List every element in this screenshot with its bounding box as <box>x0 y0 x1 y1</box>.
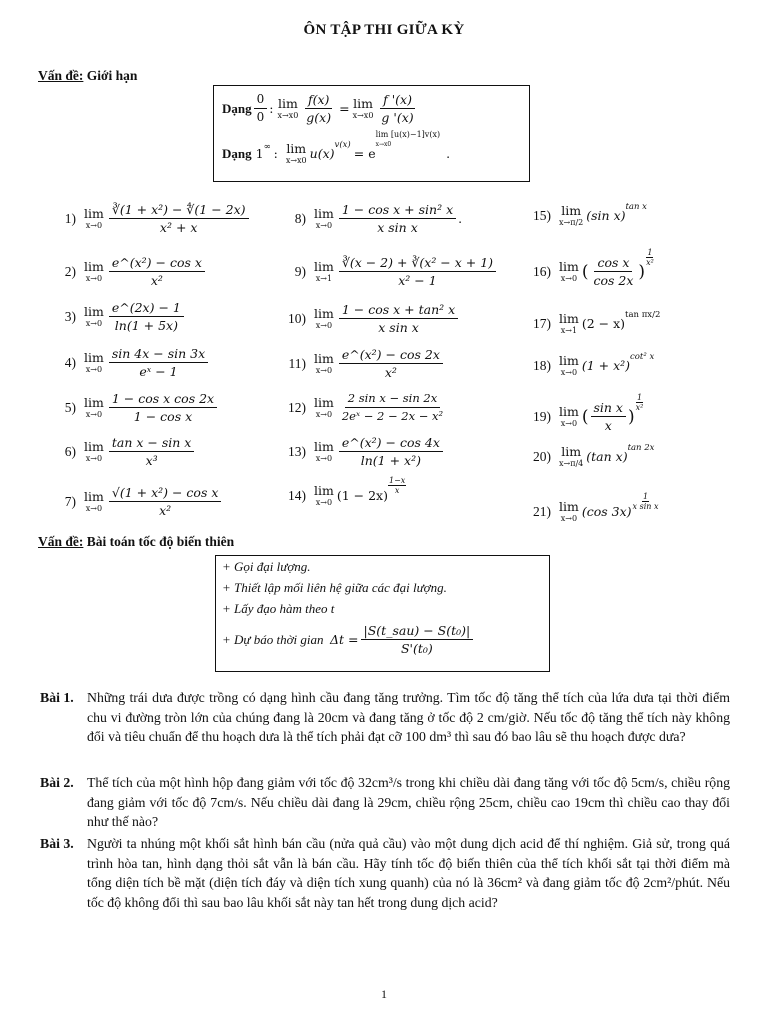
lim-operator: lim x→0 <box>84 439 104 463</box>
frac-num: e^(x²) − cos 2x <box>339 347 443 364</box>
problem-fraction <box>339 202 456 235</box>
exp-num: 1 <box>636 393 643 402</box>
frac-den: ln(1 + 5x) <box>114 318 178 333</box>
section-rates-prefix: Vấn đề: <box>38 534 84 549</box>
form-label: Dạng <box>222 145 252 161</box>
problem-base: (cos 3x) <box>581 504 632 519</box>
lim-operator: lim x→0 <box>314 395 334 419</box>
frac-num: 1 − cos x cos 2x <box>109 391 217 408</box>
lim-operator: lim x→0 <box>559 353 579 377</box>
problem-base: (tan x) <box>586 449 628 464</box>
frac-num: ∛(1 + x²) − ∜(1 − 2x) <box>109 202 249 219</box>
exp-num: 1 <box>647 248 653 257</box>
lim-operator: lim x→0 <box>559 404 579 428</box>
exercise-1 <box>40 688 730 747</box>
lim-operator: lim x→0 <box>314 439 334 463</box>
problem-number: 4) <box>64 354 76 370</box>
base-u: u(x) <box>309 146 335 161</box>
frac-num: cos x <box>594 255 632 272</box>
problem-fraction <box>339 435 443 468</box>
frac-den: 1 − cos x <box>133 409 193 424</box>
problem-9 <box>270 255 498 288</box>
frac-num: 1 − cos x + sin² x <box>339 202 456 219</box>
problem-17 <box>515 309 661 335</box>
form-one: 1 <box>255 146 264 161</box>
problem-exponent <box>645 248 655 267</box>
problem-fraction <box>339 255 496 288</box>
problem-exponent: tan πx/2 <box>625 309 661 320</box>
fg-derivative-fraction <box>378 92 416 125</box>
lim-operator: lim x→π/2 <box>559 203 584 227</box>
problem-number: 5) <box>64 399 76 415</box>
problem-18 <box>515 351 655 377</box>
exercise-text: Thể tích của một hình hộp đang giảm với tốc độ 32cm³/s trong khi chiều dài đang tăng với tốc độ 5cm/s, chiều rộng đang giảm với tốc độ 7cm/s. Nếu chiều dài đang là 29cm, chiều rộng 25cm, chiều cao 19cm thì chiều cao thay đổi như thế nào? <box>87 775 730 829</box>
lim-sub: x→1 <box>315 274 333 283</box>
frac-num: f '(x) <box>380 92 415 109</box>
lim-operator: lim x→x0 <box>277 96 299 120</box>
lim-sub: x→0 <box>85 454 103 463</box>
problem-number: 2) <box>64 263 76 279</box>
problem-exponent <box>632 492 660 511</box>
problem-21 <box>515 492 659 523</box>
problem-fraction <box>339 347 443 380</box>
frac-num: e^(2x) − 1 <box>109 300 184 317</box>
lim-operator: lim x→0 <box>314 351 334 375</box>
lim-sub: x→0 <box>85 504 103 513</box>
problem-fraction <box>109 435 194 468</box>
frac-den: ln(1 + x²) <box>360 453 421 468</box>
problem-number: 19) <box>533 408 551 424</box>
form-zero-over-zero: Dạng $\frac{0}{0}$ : lim x→x0 $\frac{f(x)}{g(x)}$ = lim x→x0 $\frac{f '(x)}{g '(x)}$ <box>222 92 419 125</box>
exercise-text: Những trái dưa được trồng có dạng hình cầu đang tăng trưởng. Tìm tốc độ tăng thể tích của lứa dưa tại thời điểm chu vi đường tròn lớn của chúng đang là 20cm và đang tăng ở tốc độ 2 cm/giờ. Nếu tốc độ tăng thể tích này không đổi và tiêu chuẩn để thu hoạch dưa là thể tích phải đạt cỡ 100 dm³ thì sau đó bao lâu sẽ thu hoạch được dưa? <box>87 690 730 744</box>
page-title: ÔN TẬP THI GIỮA KỲ <box>303 22 465 38</box>
problem-fraction <box>109 255 205 288</box>
lim-operator: lim x→0 <box>314 483 334 507</box>
frac-num: e^(x²) − cos 4x <box>339 435 443 452</box>
problem-number: 20) <box>533 448 551 464</box>
problem-number: 1) <box>64 210 76 226</box>
lim-sub: x→0 <box>315 410 333 419</box>
colon: : <box>269 101 274 116</box>
exp-den: x sin x <box>632 502 659 511</box>
delta-t-fraction <box>361 623 474 656</box>
form-one-pow-inf: Dạng 1 ∞ : lim x→x0 u(x) v(x) = e lim [u(x)−1]v(x) x→x0 . <box>222 130 451 165</box>
frac-den: x sin x <box>378 320 419 335</box>
frac-num: f(x) <box>305 92 332 109</box>
exp-num: 1 <box>642 492 649 501</box>
frac-num: 1 − cos x + tan² x <box>339 302 458 319</box>
frac-den: g '(x) <box>381 110 414 125</box>
problem-10 <box>270 302 460 335</box>
frac-num: 0 <box>254 92 268 109</box>
problem-number: 6) <box>64 443 76 459</box>
lim-operator: lim x→0 <box>84 259 104 283</box>
problem-number: 11) <box>288 355 306 371</box>
lim-sub: x→0 <box>560 368 578 377</box>
problem-fraction <box>109 485 222 518</box>
problem-19: 19) lim x→0 ( $\frac{\text{sin x}}{x}$ ) $\frac{1}{\text{x²}}$ <box>515 400 644 433</box>
problem-base: (1 − 2x) <box>336 488 388 503</box>
problem-fraction <box>109 202 249 235</box>
problem-4 <box>40 346 210 379</box>
lim-sub: x→0 <box>315 221 333 230</box>
problem-fraction <box>339 391 446 424</box>
eq-e: = e <box>353 146 376 161</box>
problem-6 <box>40 435 196 468</box>
limit-forms-box <box>213 85 530 182</box>
method-step-3: + Lấy đạo hàm theo t <box>222 601 335 616</box>
lim-sub: x→0 <box>560 514 578 523</box>
method-step-4-text: + Dự báo thời gian <box>222 631 324 647</box>
problem-exponent: cot² x <box>630 351 655 362</box>
frac-den: x <box>604 418 612 433</box>
problem-2 <box>40 255 207 288</box>
lim-operator: lim x→0 <box>314 206 334 230</box>
frac-den: g(x) <box>306 110 332 125</box>
exp-den: x² <box>635 403 644 412</box>
lim-operator: lim x→1 <box>314 259 334 283</box>
fg-fraction <box>303 92 334 125</box>
lim-sub: x→0 <box>85 365 103 374</box>
lim-operator: lim x→π/4 <box>559 444 584 468</box>
lim-sub: x→0 <box>315 321 333 330</box>
frac-den: x² <box>159 503 172 518</box>
method-step-4 <box>222 623 475 656</box>
lim-operator: lim x→0 <box>84 304 104 328</box>
problem-1 <box>40 202 251 235</box>
problem-fraction <box>339 302 458 335</box>
problem-fraction <box>109 300 184 333</box>
problem-number: 21) <box>533 503 551 519</box>
frac-den: x² + x <box>159 220 198 235</box>
problem-exponent <box>635 393 645 412</box>
problem-fraction <box>109 346 208 379</box>
lim-sub: x→π/2 <box>559 218 584 227</box>
frac-num: |S(t_sau) − S(t₀)| <box>361 623 474 640</box>
exp-num: 1−x <box>389 476 406 485</box>
e-exponent <box>376 130 440 149</box>
frac-den: eˣ − 1 <box>139 364 178 379</box>
problem-number: 12) <box>288 399 306 415</box>
exercise-2 <box>40 773 730 832</box>
problem-base: (sin x) <box>586 208 626 223</box>
lim-sub: x→0 <box>560 274 578 283</box>
section-limits-label: Giới hạn <box>86 68 138 83</box>
lim-sub: x→0 <box>85 221 103 230</box>
problem-exponent <box>388 476 406 495</box>
problem-exponent: tan 2x <box>627 442 655 453</box>
problem-5 <box>40 391 219 424</box>
frac-den: x² <box>150 273 163 288</box>
problem-12 <box>270 391 448 424</box>
problem-number: 15) <box>533 207 551 223</box>
problem-base: (2 − x) <box>581 316 626 331</box>
problem-15 <box>515 201 647 227</box>
frac-den: x³ <box>145 453 158 468</box>
lim-sub: x→x0 <box>277 111 299 120</box>
delta-t: Δt = <box>330 632 359 647</box>
problem-fraction <box>591 255 637 288</box>
lim-operator: lim x→x0 <box>285 141 307 165</box>
lim-operator: lim x→0 <box>84 395 104 419</box>
problem-number: 14) <box>288 487 306 503</box>
trailing-period: . <box>458 211 463 226</box>
frac-den: x sin x <box>377 220 418 235</box>
problem-13 <box>270 435 445 468</box>
lim-operator: lim x→0 <box>84 489 104 513</box>
lim-operator: lim x→0 <box>559 259 579 283</box>
problem-number: 13) <box>288 443 306 459</box>
problem-number: 18) <box>533 357 551 373</box>
method-step-2: + Thiết lập mối liên hệ giữa các đại lượng. <box>222 580 447 595</box>
frac-num: e^(x²) − cos x <box>109 255 205 272</box>
lim-sub: x→0 <box>85 410 103 419</box>
lim-sub: x→0 <box>560 419 578 428</box>
problem-16: 16) lim x→0 ( $\frac{\text{cos x}}{\cos 2x}$ ) $\frac{1}{\text{x²}}$ <box>515 255 655 288</box>
problem-number: 10) <box>288 310 306 326</box>
colon: : <box>273 146 278 161</box>
e-exp-text: lim [u(x)−1]v(x) <box>375 130 441 139</box>
exercise-label: Bài 1. <box>40 690 74 705</box>
problem-fraction <box>591 400 627 433</box>
exp-den: x² <box>646 258 654 267</box>
exercise-3 <box>40 834 730 912</box>
problem-20 <box>515 442 655 468</box>
problem-8 <box>270 202 462 235</box>
exp-v: v(x) <box>334 139 351 150</box>
form-inf: ∞ <box>263 141 271 152</box>
problem-number: 16) <box>533 263 551 279</box>
lim-operator: lim x→0 <box>84 206 104 230</box>
page-number: 1 <box>381 987 387 1001</box>
frac-num: sin x <box>591 400 627 417</box>
section-limits-prefix: Vấn đề: <box>38 68 84 83</box>
problem-7 <box>40 485 223 518</box>
exercise-text: Người ta nhúng một khối sắt hình bán cầu (nửa quả cầu) vào một dung dịch acid để thí nghiệm. Giả sử, trong quá trình hòa tan, hình dạng thỏi sắt vẫn là bán cầu. Hãy tính tốc độ biến thiên của thể tích khối sắt tại thời điểm mà tổng diện tích bề mặt (diện tích đáy và diện tích xung quanh) của nó là 36cm² và đang giảm tốc độ 2cm²/phút. Nếu tốc độ không đổi thì sau bao lâu khối sắt này tan hết trong dung dịch acid? <box>87 836 730 910</box>
frac-num: tan x − sin x <box>109 435 194 452</box>
section-limits <box>38 68 137 84</box>
frac-num: 2 sin x − sin 2x <box>345 391 441 408</box>
form-label: Dạng <box>222 100 252 116</box>
frac-den: 2eˣ − 2 − 2x − x² <box>341 409 444 423</box>
lim-operator: lim x→x0 <box>352 96 374 120</box>
problem-number: 8) <box>294 210 306 226</box>
lim-sub: x→x0 <box>352 111 374 120</box>
method-box <box>215 555 550 672</box>
problem-base: (1 + x²) <box>581 358 631 373</box>
frac-den: S'(t₀) <box>400 641 433 656</box>
problem-number: 7) <box>64 493 76 509</box>
frac-num: √(1 + x²) − cos x <box>109 485 222 502</box>
zero-over-zero <box>254 92 268 125</box>
section-rates-label: Bài toán tốc độ biến thiên <box>86 534 235 549</box>
lim-sub: x→1 <box>560 326 578 335</box>
problem-3 <box>40 300 186 333</box>
frac-num: ∛(x − 2) + ∛(x² − x + 1) <box>339 255 496 272</box>
exp-den: x <box>394 486 400 495</box>
lim-sub: x→x0 <box>285 156 307 165</box>
problem-11 <box>270 347 445 380</box>
lim-sub: x→0 <box>315 498 333 507</box>
problem-number: 9) <box>294 263 306 279</box>
exercise-label: Bài 2. <box>40 775 74 790</box>
frac-den: 0 <box>256 110 265 124</box>
lim-sub: x→0 <box>315 454 333 463</box>
lim-sub: x→π/4 <box>559 459 584 468</box>
method-step-1: + Gọi đại lượng. <box>222 559 311 574</box>
lim-operator: lim x→0 <box>559 499 579 523</box>
lim-operator: lim x→0 <box>314 306 334 330</box>
problem-exponent: tan x <box>625 201 647 212</box>
frac-den: x² <box>384 365 397 380</box>
problem-fraction <box>109 391 217 424</box>
frac-den: x² − 1 <box>398 273 437 288</box>
frac-den: cos 2x <box>593 273 634 288</box>
lim-sub: x→0 <box>85 274 103 283</box>
frac-num: sin 4x − sin 3x <box>109 346 208 363</box>
lim-sub: x→0 <box>85 319 103 328</box>
problem-number: 3) <box>64 308 76 324</box>
e-exp-sub: x→x0 <box>375 141 392 148</box>
lim-operator: lim x→1 <box>559 311 579 335</box>
section-rates <box>38 534 234 550</box>
lim-sub: x→0 <box>315 366 333 375</box>
problem-14 <box>270 476 406 507</box>
lim-operator: lim x→0 <box>84 350 104 374</box>
exercise-label: Bài 3. <box>40 836 74 851</box>
problem-number: 17) <box>533 315 551 331</box>
